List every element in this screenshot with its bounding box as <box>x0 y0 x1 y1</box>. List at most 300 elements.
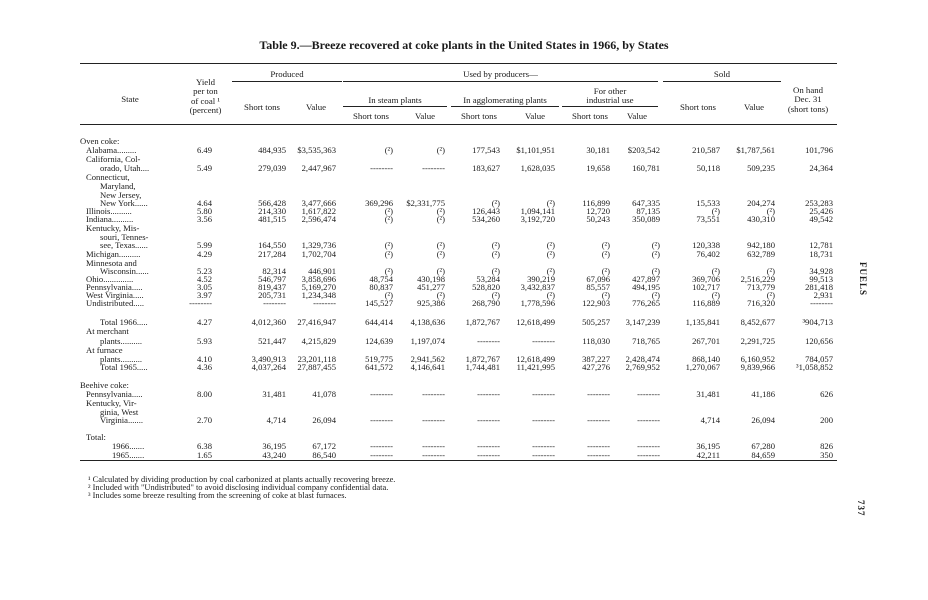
table-cell: 4,714 <box>700 415 720 425</box>
table-cell: -------- <box>477 336 500 346</box>
table-cell: 509,235 <box>747 163 775 173</box>
table-cell: 430,198 <box>417 274 445 284</box>
row-label: Virginia....... <box>100 415 144 425</box>
table-cell: $203,542 <box>627 145 660 155</box>
table-cell: (²) <box>436 240 445 250</box>
table-cell: (²) <box>436 214 445 224</box>
header-state: State <box>121 94 139 104</box>
table-cell: 102,717 <box>692 282 720 292</box>
table-cell: 41,186 <box>751 389 775 399</box>
footnote-1: ¹ Calculated by dividing production by coal carbonized at plants actually recovering breeze. <box>88 475 396 484</box>
table-cell: 3,432,837 <box>520 282 555 292</box>
table-cell: 23,201,118 <box>297 354 336 364</box>
row-label: Wisconsin...... <box>100 266 149 276</box>
table-cell: 80,837 <box>369 282 393 292</box>
row-label: California, Col- <box>86 154 141 164</box>
table-cell: 3.56 <box>196 214 212 224</box>
table-cell: 2,516,229 <box>740 274 775 284</box>
table-cell: 1,270,067 <box>685 362 720 372</box>
table-cell: 566,428 <box>258 198 286 208</box>
table-cell: 8,452,677 <box>740 317 775 327</box>
table-cell: 214,330 <box>258 206 286 216</box>
table-cell: -------- <box>637 415 660 425</box>
table-cell: 118,030 <box>582 336 610 346</box>
table-cell: (²) <box>436 145 445 155</box>
header-on-hand: On hand Dec. 31 (short tons) <box>787 85 829 114</box>
table-cell: 120,338 <box>692 240 720 250</box>
row-label: Pennsylvania..... <box>86 282 143 292</box>
table-cell: 632,789 <box>747 249 775 259</box>
header-other-value: Value <box>626 111 648 121</box>
row-label: Michigan.......... <box>86 249 141 259</box>
table-cell: 4.29 <box>196 249 212 259</box>
table-cell: 204,274 <box>747 198 775 208</box>
table-cell: 279,039 <box>258 163 286 173</box>
table-cell: (²) <box>711 290 720 300</box>
table-cell: 4.10 <box>196 354 212 364</box>
table-cell: 4,146,641 <box>410 362 445 372</box>
table-cell: ³1,058,852 <box>796 362 833 372</box>
row-label: plants.......... <box>100 336 143 346</box>
table-cell: 427,897 <box>632 274 660 284</box>
header-bottom-rule <box>80 124 837 125</box>
table-cell: 546,797 <box>258 274 286 284</box>
table-cell: -------- <box>477 450 500 460</box>
table-cell: 713,779 <box>747 282 775 292</box>
table-cell: 1,094,141 <box>520 206 555 216</box>
table-cell: 19,658 <box>586 163 610 173</box>
table-cell: (²) <box>384 290 393 300</box>
table-cell: 5.99 <box>196 240 212 250</box>
table-cell: 67,280 <box>751 441 775 451</box>
agglom-subrule <box>451 106 559 107</box>
table-cell: $1,101,951 <box>516 145 555 155</box>
table-cell: 868,140 <box>692 354 720 364</box>
table-cell: $2,331,775 <box>406 198 445 208</box>
table-cell: 390,219 <box>527 274 555 284</box>
table-cell: 31,481 <box>262 389 286 399</box>
table-cell: 4.64 <box>196 198 212 208</box>
table-cell: 84,659 <box>751 450 775 460</box>
table-cell: 177,543 <box>472 145 500 155</box>
table-cell: (²) <box>491 266 500 276</box>
row-label: Total 1965..... <box>100 362 148 372</box>
table-cell: 494,195 <box>632 282 660 292</box>
row-label: Maryland, <box>100 181 136 191</box>
table-bottom-rule <box>80 460 837 461</box>
table-cell: (²) <box>546 249 555 259</box>
table-cell: 1,778,596 <box>520 298 555 308</box>
table-cell: 87,135 <box>636 206 660 216</box>
header-produced-value: Value <box>305 102 327 112</box>
row-label: Beehive coke: <box>80 380 129 390</box>
table-cell: (²) <box>491 198 500 208</box>
header-produced: Produced <box>270 69 304 79</box>
table-cell: 183,627 <box>472 163 500 173</box>
table-cell: 25,426 <box>809 206 833 216</box>
row-label: ginia, West <box>100 407 139 417</box>
table-cell: (²) <box>491 249 500 259</box>
table-cell: (²) <box>546 266 555 276</box>
table-cell: 528,820 <box>472 282 500 292</box>
table-cell: 76,402 <box>696 249 720 259</box>
table-cell: 4,215,829 <box>301 336 336 346</box>
table-cell: -------- <box>370 450 393 460</box>
table-cell: $3,535,363 <box>297 145 336 155</box>
row-label: 1966....... <box>112 441 145 451</box>
table-cell: 200 <box>820 415 833 425</box>
table-cell: 4,037,264 <box>251 362 286 372</box>
table-cell: 50,118 <box>696 163 720 173</box>
page-number: 737 <box>856 500 866 517</box>
table-cell: (²) <box>766 266 775 276</box>
table-cell: 36,195 <box>696 441 720 451</box>
table-cell: 718,765 <box>632 336 660 346</box>
table-cell: 521,447 <box>258 336 286 346</box>
table-cell: 43,240 <box>262 450 286 460</box>
table-cell: (²) <box>384 206 393 216</box>
table-cell: 253,283 <box>805 198 833 208</box>
produced-subrule <box>232 81 342 82</box>
table-cell: (²) <box>436 249 445 259</box>
table-cell: 85,557 <box>586 282 610 292</box>
table-cell: (²) <box>651 240 660 250</box>
row-label: Connecticut, <box>86 172 130 182</box>
table-cell: 31,481 <box>696 389 720 399</box>
table-top-rule <box>80 63 837 64</box>
table-cell: 5.93 <box>196 336 212 346</box>
table-cell: -------- <box>422 389 445 399</box>
table-cell: -------- <box>263 298 286 308</box>
table-cell: (²) <box>436 266 445 276</box>
table-cell: -------- <box>422 163 445 173</box>
table-cell: 2.70 <box>196 415 212 425</box>
table-cell: 2,931 <box>813 290 833 300</box>
row-label: orado, Utah.... <box>100 163 150 173</box>
header-steam-short-tons: Short tons <box>353 111 389 121</box>
table-cell: 164,550 <box>258 240 286 250</box>
table-cell: 819,437 <box>258 282 286 292</box>
header-produced-short-tons: Short tons <box>244 102 280 112</box>
table-cell: 505,257 <box>582 317 610 327</box>
row-label: 1965....... <box>112 450 145 460</box>
table-cell: (²) <box>436 206 445 216</box>
table-cell: (²) <box>601 266 610 276</box>
table-cell: 451,277 <box>417 282 445 292</box>
row-label: Illinois.......... <box>86 206 132 216</box>
table-cell: -------- <box>189 298 212 308</box>
header-agglom-short-tons: Short tons <box>461 111 497 121</box>
table-cell: (²) <box>384 249 393 259</box>
row-label: Kentucky, Mis- <box>86 223 140 233</box>
table-cell: (²) <box>766 206 775 216</box>
table-cell: 5.49 <box>196 163 212 173</box>
table-cell: -------- <box>477 389 500 399</box>
table-cell: 1,872,767 <box>465 354 500 364</box>
table-cell: 3,490,913 <box>251 354 286 364</box>
table-cell: 268,790 <box>472 298 500 308</box>
table-cell: 210,587 <box>692 145 720 155</box>
row-label: At furnace <box>86 345 123 355</box>
row-label: Undistributed..... <box>86 298 145 308</box>
row-label: Total 1966..... <box>100 317 148 327</box>
table-cell: -------- <box>587 441 610 451</box>
table-cell: 430,310 <box>747 214 775 224</box>
row-label: Pennsylvania..... <box>86 389 143 399</box>
table-cell: (²) <box>546 290 555 300</box>
table-cell: 350,089 <box>632 214 660 224</box>
table-cell: 481,515 <box>258 214 286 224</box>
header-other-short-tons: Short tons <box>572 111 608 121</box>
table-cell: 2,941,562 <box>410 354 445 364</box>
table-cell: 41,078 <box>312 389 336 399</box>
table-cell: 48,754 <box>369 274 393 284</box>
row-label: Ohio.............. <box>86 274 134 284</box>
table-cell: 2,428,474 <box>625 354 660 364</box>
table-cell: (²) <box>384 240 393 250</box>
table-cell: 369,706 <box>692 274 720 284</box>
table-cell: -------- <box>477 415 500 425</box>
table-cell: 644,414 <box>365 317 393 327</box>
row-label: Indiana.......... <box>86 214 134 224</box>
table-cell: 925,386 <box>417 298 445 308</box>
table-cell: -------- <box>370 441 393 451</box>
table-cell: -------- <box>532 336 555 346</box>
table-cell: 53,284 <box>476 274 500 284</box>
table-cell: (²) <box>711 266 720 276</box>
footnote-3: ³ Includes some breeze resulting from the screening of coke at blast furnaces. <box>88 491 347 500</box>
header-agglom-value: Value <box>524 111 546 121</box>
table-cell: (²) <box>711 206 720 216</box>
table-cell: 5.23 <box>196 266 212 276</box>
row-label: Minnesota and <box>86 258 137 268</box>
table-cell: -------- <box>370 415 393 425</box>
table-cell: (²) <box>436 290 445 300</box>
table-cell: -------- <box>422 450 445 460</box>
table-cell: -------- <box>532 389 555 399</box>
table-cell: (²) <box>601 240 610 250</box>
row-label: souri, Tennes- <box>100 232 149 242</box>
table-cell: 101,796 <box>805 145 833 155</box>
table-cell: 126,443 <box>472 206 500 216</box>
table-cell: 369,296 <box>365 198 393 208</box>
row-label: Total: <box>86 432 106 442</box>
table-cell: 647,335 <box>632 198 660 208</box>
table-cell: 942,180 <box>747 240 775 250</box>
table-cell: -------- <box>532 415 555 425</box>
table-cell: 3.97 <box>196 290 212 300</box>
table-cell: 67,096 <box>586 274 610 284</box>
table-cell: -------- <box>637 450 660 460</box>
table-cell: 350 <box>820 450 833 460</box>
table-cell: 42,211 <box>696 450 720 460</box>
table-cell: 120,656 <box>805 336 833 346</box>
table-cell: (²) <box>384 214 393 224</box>
table-cell: -------- <box>637 441 660 451</box>
header-for-other-industrial-use: For other industrial use <box>586 86 634 106</box>
table-cell: 1,628,035 <box>520 163 555 173</box>
table-cell: 73,551 <box>696 214 720 224</box>
table-cell: 3,858,696 <box>301 274 336 284</box>
table-cell: 30,181 <box>586 145 610 155</box>
table-cell: 2,291,725 <box>740 336 775 346</box>
table-cell: 3.05 <box>196 282 212 292</box>
table-cell: (²) <box>651 249 660 259</box>
table-cell: 27,416,947 <box>297 317 336 327</box>
table-cell: 1.65 <box>196 450 212 460</box>
table-cell: -------- <box>532 441 555 451</box>
table-cell: 26,094 <box>312 415 336 425</box>
table-cell: (²) <box>384 266 393 276</box>
row-label: Oven coke: <box>80 136 120 146</box>
table-cell: 8.00 <box>196 389 212 399</box>
table-cell: 534,260 <box>472 214 500 224</box>
table-cell: 99,513 <box>809 274 833 284</box>
running-head-fuels: FUELS <box>858 262 868 297</box>
table-cell: 1,617,822 <box>301 206 336 216</box>
table-cell: 34,928 <box>809 266 833 276</box>
table-cell: (²) <box>766 290 775 300</box>
table-cell: 3,147,239 <box>625 317 660 327</box>
table-cell: -------- <box>477 441 500 451</box>
row-label: New Jersey, <box>100 190 142 200</box>
row-label: At merchant <box>86 326 129 336</box>
table-cell: (²) <box>601 290 610 300</box>
row-label: see, Texas...... <box>100 240 148 250</box>
table-cell: 427,276 <box>582 362 610 372</box>
table-cell: 626 <box>820 389 833 399</box>
table-cell: 26,094 <box>751 415 775 425</box>
table-cell: 27,887,455 <box>297 362 336 372</box>
header-sold-value: Value <box>743 102 765 112</box>
table-cell: 4.36 <box>196 362 212 372</box>
table-cell: 1,234,348 <box>301 290 336 300</box>
header-in-agglomerating-plants: In agglomerating plants <box>463 95 547 105</box>
table-cell: 12,618,499 <box>516 317 555 327</box>
table-cell: 160,781 <box>632 163 660 173</box>
table-cell: 716,320 <box>747 298 775 308</box>
table-cell: 446,901 <box>308 266 336 276</box>
table-cell: $1,787,561 <box>736 145 775 155</box>
table-cell: 11,421,995 <box>516 362 555 372</box>
table-cell: 12,781 <box>809 240 833 250</box>
table-cell: -------- <box>810 298 833 308</box>
table-cell: -------- <box>587 415 610 425</box>
other-subrule <box>562 106 658 107</box>
table-cell: (²) <box>384 145 393 155</box>
table-cell: 1,135,841 <box>685 317 720 327</box>
row-label: New York...... <box>100 198 148 208</box>
table-cell: 4,012,360 <box>251 317 286 327</box>
table-cell: 82,314 <box>262 266 286 276</box>
table-cell: (²) <box>601 249 610 259</box>
header-used-by-producers: Used by producers— <box>463 69 538 79</box>
table-cell: 776,265 <box>632 298 660 308</box>
table-cell: 1,744,481 <box>465 362 500 372</box>
row-label: Alabama......... <box>86 145 137 155</box>
table-cell: 641,572 <box>365 362 393 372</box>
header-steam-value: Value <box>414 111 436 121</box>
table-cell: 18,731 <box>809 249 833 259</box>
header-in-steam-plants: In steam plants <box>368 95 422 105</box>
row-label: plants.......... <box>100 354 143 364</box>
table-cell: 50,243 <box>586 214 610 224</box>
table-cell: 484,935 <box>258 145 286 155</box>
table-cell: 4.27 <box>196 317 212 327</box>
table-cell: 6,160,952 <box>740 354 775 364</box>
table-cell: 1,197,074 <box>410 336 445 346</box>
footnote-2: ² Included with "Undistributed" to avoid disclosing individual company confidential data. <box>88 483 389 492</box>
table-cell: 5.80 <box>196 206 212 216</box>
table-cell: 116,899 <box>582 198 610 208</box>
table-cell: 267,701 <box>692 336 720 346</box>
table-cell: 2,769,952 <box>625 362 660 372</box>
header-yield: Yield per ton of coal ¹ (percent) <box>189 77 222 116</box>
table-cell: -------- <box>637 389 660 399</box>
table-title: Table 9.—Breeze recovered at coke plants in the United States in 1966, by States <box>259 38 669 52</box>
table-cell: 3,477,666 <box>301 198 336 208</box>
table-cell: 12,720 <box>586 206 610 216</box>
table-cell: 116,889 <box>692 298 720 308</box>
table-cell: 67,172 <box>312 441 336 451</box>
header-sold-short-tons: Short tons <box>680 102 716 112</box>
table-cell: -------- <box>422 441 445 451</box>
table-cell: (²) <box>546 240 555 250</box>
table-cell: -------- <box>532 450 555 460</box>
table-cell: 6.49 <box>196 145 212 155</box>
table-cell: 122,903 <box>582 298 610 308</box>
table-cell: 12,618,499 <box>516 354 555 364</box>
table-cell: 1,329,736 <box>301 240 336 250</box>
steam-subrule <box>343 106 447 107</box>
table-cell: 1,872,767 <box>465 317 500 327</box>
table-cell: 519,775 <box>365 354 393 364</box>
table-cell: 826 <box>820 441 833 451</box>
table-cell: 86,540 <box>312 450 336 460</box>
table-cell: 2,596,474 <box>301 214 336 224</box>
table-cell: 49,542 <box>809 214 833 224</box>
table-cell: (²) <box>491 290 500 300</box>
table-cell: -------- <box>422 415 445 425</box>
table-cell: 36,195 <box>262 441 286 451</box>
header-sold: Sold <box>713 69 731 79</box>
table-cell: 4,714 <box>266 415 286 425</box>
table-cell: (²) <box>491 240 500 250</box>
table-cell: 6.38 <box>196 441 212 451</box>
table-cell: -------- <box>587 389 610 399</box>
table-cell: 387,227 <box>582 354 610 364</box>
table-cell: 281,418 <box>805 282 833 292</box>
table-cell: (²) <box>651 290 660 300</box>
table-cell: 145,527 <box>365 298 393 308</box>
row-label: Kentucky, Vir- <box>86 398 137 408</box>
table-cell: (²) <box>651 266 660 276</box>
table-cell: -------- <box>587 450 610 460</box>
table-cell: 217,284 <box>258 249 286 259</box>
table-cell: 4,138,636 <box>410 317 445 327</box>
table-cell: -------- <box>313 298 336 308</box>
used-subrule <box>343 81 658 82</box>
table-cell: (²) <box>546 198 555 208</box>
table-cell: 9,839,966 <box>740 362 775 372</box>
table-cell: 1,702,704 <box>301 249 336 259</box>
table-cell: 24,364 <box>809 163 833 173</box>
table-cell: ³904,713 <box>802 317 833 327</box>
table-cell: -------- <box>370 389 393 399</box>
table-cell: -------- <box>370 163 393 173</box>
row-label: West Virginia..... <box>86 290 144 300</box>
table-cell: 3,192,720 <box>520 214 555 224</box>
